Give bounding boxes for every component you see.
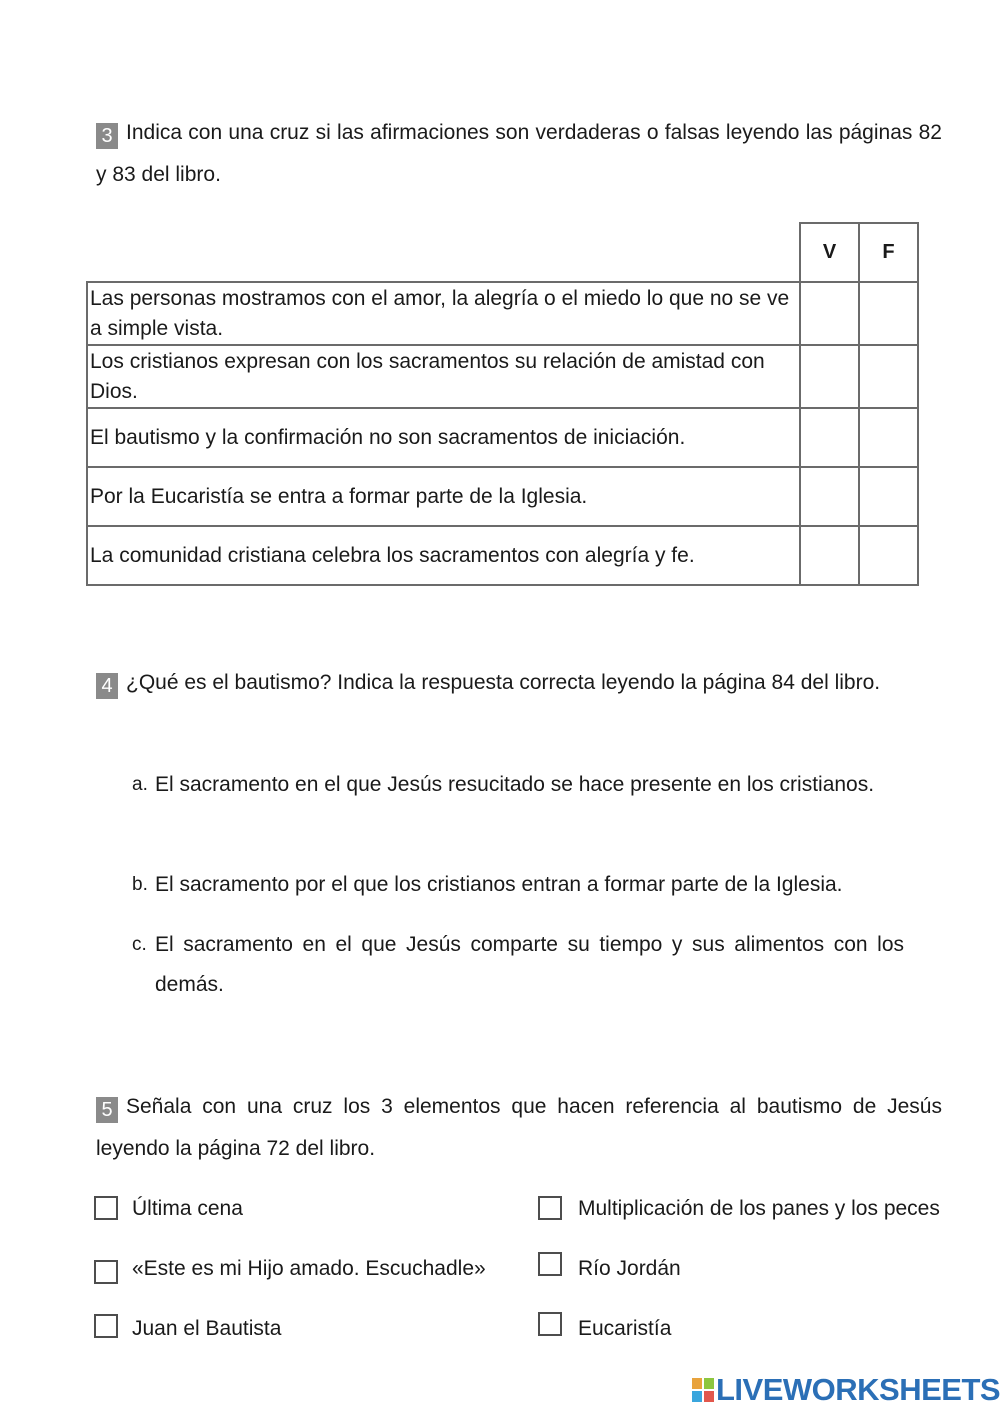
choice-label-4: Río Jordán [578,1257,681,1280]
true-answer-cell-5[interactable] [800,526,859,585]
checkbox-3[interactable] [94,1260,118,1284]
false-answer-cell-3[interactable] [859,408,918,467]
option-text-b: El sacramento por el que los cristianos entran a formar parte de la Iglesia. [155,873,843,896]
table-row [87,467,918,526]
option-text-a: El sacramento en el que Jesús resucitado se hace presente en los cristianos. [155,773,875,796]
option-letter-a: a. [132,774,148,795]
question-4-text: ¿Qué es el bautismo? Indica la respuesta correcta leyendo la página 84 del libro. [126,671,881,694]
choice-label-6: Eucaristía [578,1317,672,1340]
true-answer-cell-2[interactable] [800,345,859,408]
question-5-prompt [96,1086,942,1170]
statement-4: Por la Eucaristía se entra a formar parte de la Iglesia. [87,467,800,526]
true-answer-cell-4[interactable] [800,467,859,526]
choice-label-1: Última cena [132,1197,243,1220]
table-row [87,408,918,467]
question-4-prompt [96,662,942,704]
table-header-row [87,223,918,282]
statement-5: La comunidad cristiana celebra los sacramentos con alegría y fe. [87,526,800,585]
checkbox-5[interactable] [94,1314,118,1338]
table-row [87,282,918,345]
question-5-text: Señala con una cruz los 3 elementos que hacen referencia al bautismo de Jesús leyendo la página 72 del libro. [96,1095,942,1160]
checkbox-2[interactable] [538,1196,562,1220]
false-column-header: F [859,223,918,282]
choice-label-3: «Este es mi Hijo amado. Escuchadle» [132,1257,486,1280]
false-answer-cell-2[interactable] [859,345,918,408]
true-answer-cell-1[interactable] [800,282,859,345]
false-answer-cell-5[interactable] [859,526,918,585]
statement-1: Las personas mostramos con el amor, la alegría o el miedo lo que no se ve a simple vista. [87,282,800,345]
choice-label-5: Juan el Bautista [132,1317,282,1340]
answer-option-a[interactable] [132,765,904,805]
table-header-blank [87,223,800,282]
table-row [87,345,918,408]
checkbox-1[interactable] [94,1196,118,1220]
option-letter-c: c. [132,934,147,955]
checkbox-6[interactable] [538,1312,562,1336]
answer-option-b[interactable] [132,865,904,905]
option-text-c: El sacramento en el que Jesús comparte su tiempo y sus alimentos con los demás. [155,933,904,996]
logo-text: LIVEWORKSHEETS [716,1372,1000,1407]
statement-2: Los cristianos expresan con los sacramentos su relación de amistad con Dios. [87,345,800,408]
question-3-text: Indica con una cruz si las afirmaciones son verdaderas o falsas leyendo las páginas 82 y 83 del libro. [96,121,942,186]
table-row [87,526,918,585]
option-letter-b: b. [132,874,148,895]
checkbox-4[interactable] [538,1252,562,1276]
logo-icon [692,1378,714,1402]
true-answer-cell-3[interactable] [800,408,859,467]
false-answer-cell-1[interactable] [859,282,918,345]
true-false-table [86,222,919,586]
question-number-4: 4 [96,673,118,699]
statement-3: El bautismo y la confirmación no son sacramentos de iniciación. [87,408,800,467]
true-column-header: V [800,223,859,282]
question-number-3: 3 [96,123,118,149]
choice-label-2: Multiplicación de los panes y los peces [578,1197,940,1220]
question-3-prompt [96,112,942,196]
liveworksheets-logo [692,1372,1000,1408]
question-number-5: 5 [96,1097,118,1123]
false-answer-cell-4[interactable] [859,467,918,526]
answer-option-c[interactable] [132,925,904,1005]
